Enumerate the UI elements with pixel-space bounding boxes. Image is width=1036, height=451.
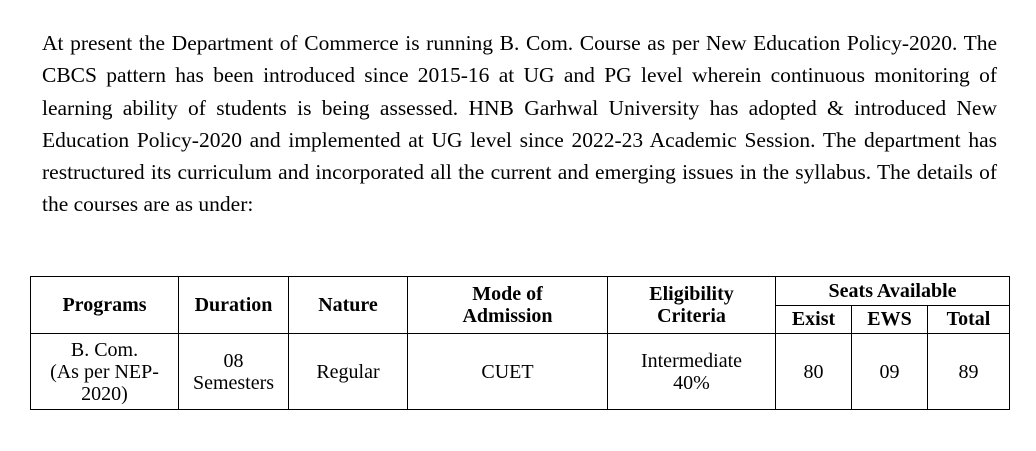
cell-seats-total: 89	[928, 334, 1010, 410]
cell-duration	[179, 334, 289, 410]
duration-line1: 08	[223, 349, 244, 372]
cell-seats-ews: 09	[852, 334, 928, 410]
header-seats-exist: Exist	[776, 305, 852, 334]
header-mode-line2: Admission	[462, 305, 553, 328]
table-header-row	[31, 277, 1010, 306]
header-eligibility-line2: Criteria	[657, 305, 726, 328]
header-nature: Nature	[289, 277, 408, 334]
program-line2: (As per NEP-	[50, 360, 159, 383]
cell-program	[31, 334, 179, 410]
header-eligibility-line1: Eligibility	[649, 283, 734, 306]
eligibility-line2: 40%	[673, 371, 710, 394]
program-line1: B. Com.	[70, 338, 139, 361]
header-eligibility-criteria	[608, 277, 776, 334]
header-mode-of-admission	[408, 277, 608, 334]
cell-mode: CUET	[408, 334, 608, 410]
courses-table	[30, 276, 1010, 410]
table-row	[31, 334, 1010, 410]
intro-paragraph: At present the Department of Commerce is running B. Com. Course as per New Education Policy-2020. The CBCS pattern has been introduced since 2015-16 at UG and PG level wherein continuous monitoring of learning ability of students is being assessed. HNB Garhwal University has adopted & introduced New Education Policy-2020 and implemented at UG level since 2022-23 Academic Session. The department has restructured its curriculum and incorporated all the current and emerging issues in the syllabus. The details of the courses are as under:	[42, 31, 997, 217]
cell-nature: Regular	[289, 334, 408, 410]
cell-seats-exist: 80	[776, 334, 852, 410]
eligibility-line1: Intermediate	[640, 349, 743, 372]
header-seats-available: Seats Available	[776, 277, 1010, 306]
program-line3: 2020)	[81, 382, 128, 405]
header-seats-ews: EWS	[852, 305, 928, 334]
cell-eligibility	[608, 334, 776, 410]
duration-line2: Semesters	[192, 371, 275, 394]
header-mode-line1: Mode of	[472, 283, 543, 306]
header-seats-total: Total	[928, 305, 1010, 334]
header-duration: Duration	[179, 277, 289, 334]
header-programs: Programs	[31, 277, 179, 334]
